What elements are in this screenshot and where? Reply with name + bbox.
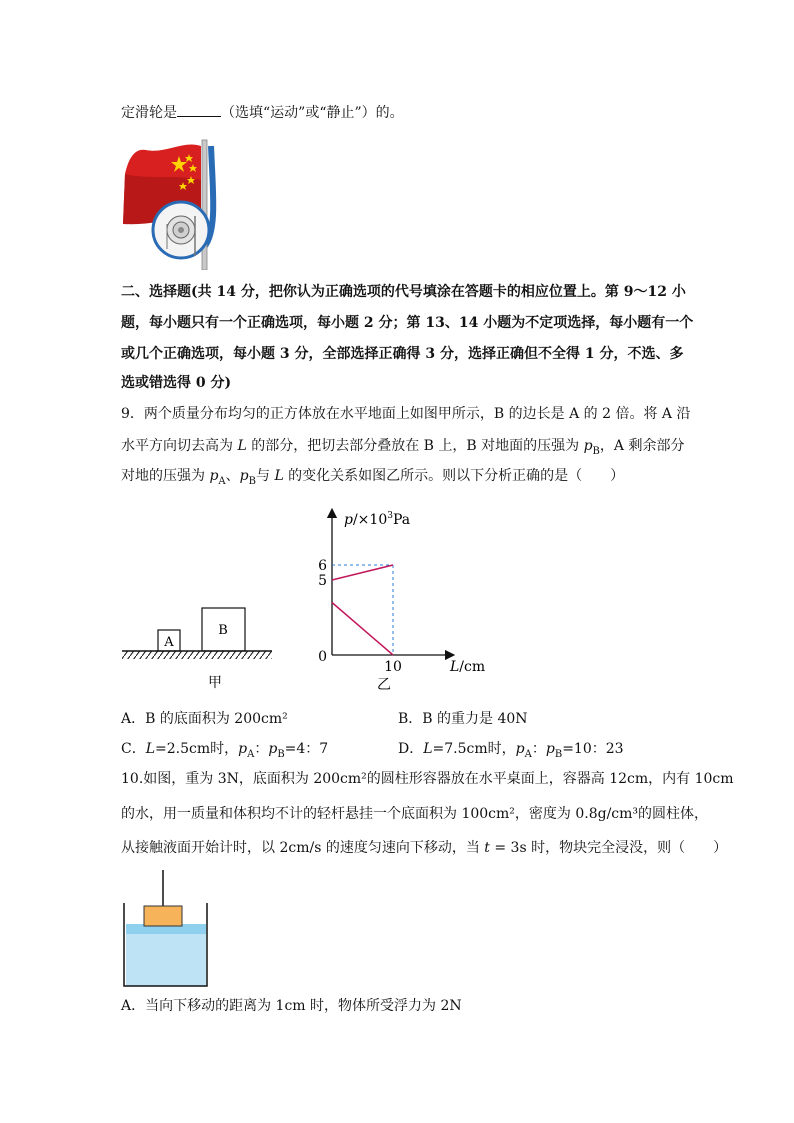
var-L: L — [274, 468, 284, 484]
y-axis-label: $p/\times 10^3Pa$ — [344, 511, 411, 528]
q9-line-1: 9．两个质量分布均匀的正方体放在水平地面上如图甲所示，B 的边长是 A 的 2 倍。将 A 沿 — [121, 406, 691, 422]
q9-text: ，A 剩余部分 — [599, 438, 685, 454]
q9-text: 、 — [225, 468, 240, 484]
q10-line-2: 的水，用一质量和体积均不计的轻杆悬挂一个底面积为 100cm²，密度为 0.8g/cm³的圆柱体， — [121, 806, 709, 822]
var-sub-A: A — [218, 475, 226, 487]
ground-hatch — [122, 651, 272, 659]
q9-option-b[interactable]: B．B 的重力是 40N — [398, 711, 528, 727]
var-sub-A: A — [247, 748, 255, 760]
ratio-colon: ： — [254, 741, 269, 757]
series-pA-line — [332, 603, 393, 656]
figure-jia — [118, 600, 278, 692]
q9-text: 与 — [255, 468, 275, 484]
figure-yi-caption: 乙 — [377, 677, 391, 693]
var-p: p — [515, 741, 525, 757]
container-figure — [118, 870, 214, 988]
section-heading-line-1: 二、选择题(共 14 分，把你认为正确选项的代号填涂在答题卡的相应位置上。第 9～12 小 — [121, 284, 686, 300]
q9-text: 水平方向切去高为 — [121, 438, 238, 454]
var-sub-B: B — [592, 445, 600, 457]
option-text: =4：7 — [284, 741, 329, 757]
option-prefix: C． — [121, 741, 146, 757]
q10-line-1: 10.如图，重为 3N，底面积为 200cm²的圆柱形容器放在水平桌面上，容器高 12cm，内有 10cm — [121, 771, 734, 787]
cylinder-block — [144, 906, 182, 926]
ratio-colon: ： — [531, 741, 546, 757]
q10-line-3 — [121, 838, 727, 858]
q8-tail-line — [121, 102, 404, 123]
cube-b-label: B — [218, 623, 228, 638]
var-sub-B: B — [554, 748, 563, 760]
var-p: p — [583, 438, 593, 454]
q9-option-d[interactable] — [398, 738, 624, 760]
answer-blank — [177, 102, 221, 117]
var-p: p — [268, 741, 278, 757]
option-text: =2.5cm时， — [155, 741, 239, 757]
figure-jia-caption: 甲 — [208, 675, 222, 691]
var-p: p — [238, 741, 248, 757]
q8-tail-text: 定滑轮是 — [121, 105, 177, 121]
var-p: p — [545, 741, 555, 757]
option-prefix: D． — [398, 741, 424, 757]
x-axis-label: L/cm — [450, 659, 486, 675]
q9-text: 的变化关系如图乙所示。则以下分析正确的是（ ） — [283, 468, 625, 484]
section-heading-line-3: 或几个正确选项，每小题 3 分，全部选择正确得 3 分，选择正确但不全得 1 分，不选、多 — [121, 346, 684, 362]
var-L: L — [423, 741, 433, 757]
q9-line-3 — [121, 466, 624, 492]
q10-text: = 3s 时，物块完全浸没，则（ ） — [489, 840, 728, 856]
water — [126, 926, 206, 986]
cube-a-label: A — [164, 635, 174, 650]
y-tick-5: 5 — [318, 573, 327, 589]
origin-tick-0: 0 — [318, 649, 327, 665]
q10-option-a[interactable]: A．当向下移动的距离为 1cm 时，物体所受浮力为 2N — [121, 998, 462, 1014]
var-p: p — [209, 468, 219, 484]
var-sub-B: B — [248, 475, 256, 487]
q8-tail-text-2: （选填“运动”或“静止”）的。 — [221, 105, 404, 121]
series-pB-line — [332, 565, 393, 580]
q9-text: 的部分，把切去部分叠放在 B 上，B 对地面的压强为 — [246, 438, 584, 454]
q10-text: 从接触液面开始计时，以 2cm/s 的速度匀速向下移动，当 — [121, 840, 485, 856]
q9-option-a[interactable]: A．B 的底面积为 200cm² — [121, 711, 288, 727]
var-sub-B: B — [277, 748, 285, 760]
q9-option-c[interactable] — [121, 738, 328, 760]
var-t: t — [484, 840, 490, 856]
flag-pulley-image — [121, 134, 221, 270]
q9-line-2 — [121, 436, 684, 462]
option-text: =10：23 — [562, 741, 624, 757]
section-heading-line-4: 选或错选得 0 分) — [121, 375, 232, 391]
y-tick-6: 6 — [318, 558, 327, 574]
var-p: p — [239, 468, 249, 484]
var-sub-A: A — [524, 748, 532, 760]
figure-yi-chart — [300, 505, 500, 695]
q9-text: 对地的压强为 — [121, 468, 210, 484]
var-L: L — [145, 741, 156, 757]
x-tick-10: 10 — [384, 659, 402, 675]
var-L: L — [237, 438, 247, 454]
section-heading-line-2: 题，每小题只有一个正确选项，每小题 2 分；第 13、14 小题为不定项选择，每小题有一个 — [121, 315, 694, 331]
option-text: =7.5cm时， — [432, 741, 516, 757]
